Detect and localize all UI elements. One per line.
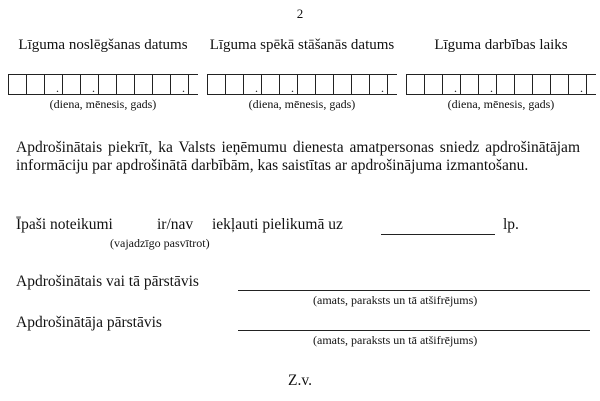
insurer-signature-line[interactable]	[238, 330, 590, 331]
date-digit-box[interactable]	[99, 75, 117, 94]
insured-signature-hint: (amats, paraksts un tā atšifrējums)	[313, 293, 478, 307]
date-digit-box[interactable]	[135, 75, 153, 94]
effective-date-block	[207, 36, 397, 112]
special-terms-label: Īpaši noteikumi	[16, 216, 113, 233]
special-terms-options[interactable]: ir/nav	[157, 216, 194, 233]
date-digit-box[interactable]	[153, 75, 171, 94]
date-digit-box[interactable]: .	[443, 75, 461, 94]
effective-date-hint: (diena, mēnesis, gads)	[248, 97, 356, 111]
page-number: 2	[296, 6, 304, 21]
date-digit-box[interactable]: .	[244, 75, 262, 94]
pages-suffix: lp.	[503, 216, 519, 233]
conclusion-date-title: Līguma noslēgšanas datums	[18, 37, 188, 53]
date-digit-box[interactable]	[551, 75, 569, 94]
insurer-signature-label: Apdrošinātāja pārstāvis	[16, 314, 162, 331]
effective-date-boxes[interactable]	[207, 74, 397, 95]
conclusion-date-hint: (diena, mēnesis, gads)	[49, 97, 157, 111]
date-digit-box[interactable]	[533, 75, 551, 94]
date-digit-box[interactable]	[461, 75, 479, 94]
insured-signature-label: Apdrošinātais vai tā pārstāvis	[16, 273, 199, 290]
consent-paragraph: Apdrošinātais piekrīt, ka Valsts ieņēmumu dienesta amatpersonas sniedz apdrošinātājam informāciju par apdrošinātā darbībām, kas saistītas ar apdrošinājuma izmantošanu.	[16, 139, 580, 174]
insured-signature-line[interactable]	[238, 290, 590, 291]
date-digit-box[interactable]	[27, 75, 45, 94]
date-digit-box[interactable]: .	[280, 75, 298, 94]
date-digit-box[interactable]	[262, 75, 280, 94]
date-digit-box[interactable]: .	[479, 75, 497, 94]
special-terms-hint: (vajadzīgo pasvītrot)	[110, 236, 210, 250]
conclusion-date-block	[8, 36, 198, 112]
date-digit-box[interactable]	[316, 75, 334, 94]
pages-count-field[interactable]	[381, 234, 495, 235]
date-digit-box[interactable]	[352, 75, 370, 94]
date-digit-box[interactable]	[9, 75, 27, 94]
effective-date-title: Līguma spēkā stāšanās datums	[209, 37, 395, 53]
date-digit-box[interactable]: .	[81, 75, 99, 94]
date-digit-box[interactable]: .	[569, 75, 587, 94]
date-digit-box[interactable]	[63, 75, 81, 94]
date-digit-box[interactable]: .	[45, 75, 63, 94]
date-digit-box[interactable]: .	[171, 75, 189, 94]
date-digit-box[interactable]	[298, 75, 316, 94]
insurer-signature-hint: (amats, paraksts un tā atšifrējums)	[313, 333, 478, 347]
date-digit-box[interactable]	[117, 75, 135, 94]
duration-date-block	[406, 36, 596, 112]
conclusion-date-boxes[interactable]	[8, 74, 198, 95]
date-digit-box[interactable]	[208, 75, 226, 94]
date-digit-box[interactable]	[425, 75, 443, 94]
stamp-place: Z.v.	[288, 372, 312, 389]
date-digit-box[interactable]	[515, 75, 533, 94]
date-digit-box[interactable]	[497, 75, 515, 94]
duration-date-boxes[interactable]	[406, 74, 596, 95]
duration-date-title: Līguma darbības laiks	[434, 37, 568, 53]
date-digit-box[interactable]	[334, 75, 352, 94]
date-digit-box[interactable]	[226, 75, 244, 94]
duration-date-hint: (diena, mēnesis, gads)	[447, 97, 555, 111]
date-digit-box[interactable]: .	[370, 75, 388, 94]
date-digit-box[interactable]	[407, 75, 425, 94]
special-terms-text: iekļauti pielikumā uz	[212, 216, 343, 233]
